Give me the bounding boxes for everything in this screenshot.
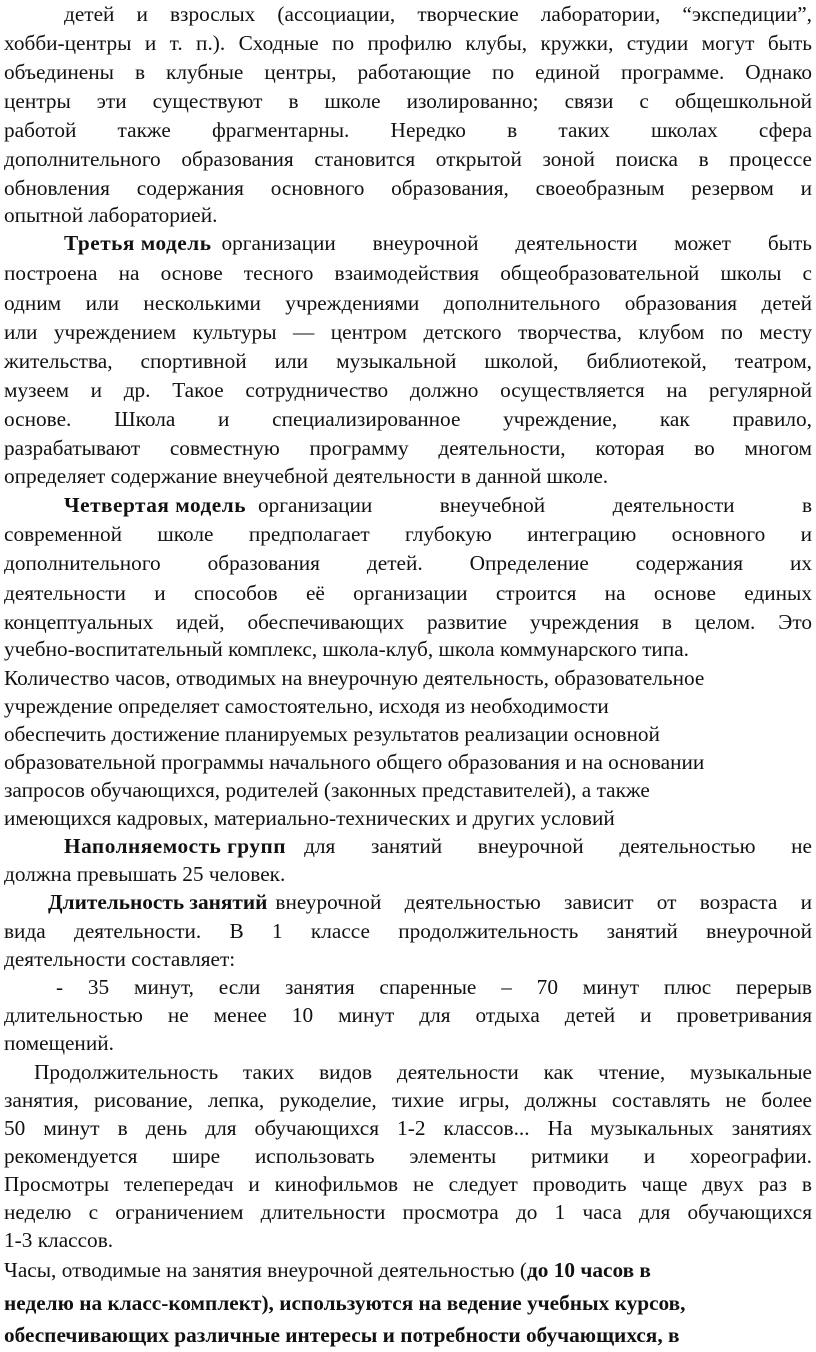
text-line: помещений. <box>4 1031 114 1055</box>
text-line: обновления содержания основного образования, своеобразным резервом и <box>4 176 812 200</box>
text-line: дополнительного образования становится открытой зоной поиска в процессе <box>4 147 812 171</box>
text-line: - 35 минут, если занятия спаренные – 70 минут плюс перерыв <box>56 975 812 999</box>
text-line: учебно-воспитательный комплекс, школа-клуб, школа коммунарского типа. <box>4 637 689 661</box>
text-line: длительностью не менее 10 минут для отдыха детей и проветривания <box>4 1003 812 1027</box>
section-heading-group-size: Наполняемость групп <box>64 834 287 858</box>
text-line: центры эти существуют в школе изолированно; связи с общешкольной <box>4 89 812 113</box>
text-line: образовательной программы начального общего образования и на основании <box>4 750 705 774</box>
text-span: внеурочной деятельностью зависит от возраста и <box>275 890 812 914</box>
text-line: 1-3 классов. <box>4 1228 114 1252</box>
text-line: одним или несколькими учреждениями дополнительного образования детей <box>4 291 812 315</box>
model-heading-fourth: Четвертая модель <box>64 493 246 517</box>
text-line: должна превышать 25 человек. <box>4 862 286 886</box>
text-line: разрабатывают совместную программу деятельности, которая во многом <box>4 436 812 460</box>
text-line: деятельности составляет: <box>4 947 236 971</box>
text-line: обеспечивающих различные интересы и потребности обучающихся, в <box>4 1323 680 1347</box>
text-line: деятельности и способов её организации строится на основе единых <box>4 581 812 605</box>
text-line: 50 минут в день для обучающихся 1-2 классов... На музыкальных занятиях <box>4 1116 812 1140</box>
text-line: запросов обучающихся, родителей (законных представителей), а также <box>4 778 650 802</box>
text-line: вида деятельности. В 1 классе продолжительность занятий внеурочной <box>4 919 812 943</box>
text-line: Количество часов, отводимых на внеурочную деятельность, образовательное <box>4 666 705 690</box>
model-heading-third: Третья модель <box>64 231 212 255</box>
text-line: объединены в клубные центры, работающие по единой программе. Однако <box>4 60 812 84</box>
text-line: обеспечить достижение планируемых результатов реализации основной <box>4 722 660 746</box>
text-line: основе. Школа и специализированное учреждение, как правило, <box>4 407 812 431</box>
text-line: работой также фрагментарны. Нередко в таких школах сфера <box>4 118 812 142</box>
text-line: учреждение определяет самостоятельно, исходя из необходимости <box>4 694 609 718</box>
paragraph-first-line <box>48 888 812 916</box>
paragraph-first-line <box>64 832 812 860</box>
text-line: построена на основе тесного взаимодействия общеобразовательной школы с <box>4 261 812 285</box>
paragraph-first-line <box>64 491 812 519</box>
text-line: рекомендуется шире использовать элементы ритмики и хореографии. <box>4 1144 812 1168</box>
text-line: хобби-центры и т. п.). Сходные по профилю клубы, кружки, студии могут быть <box>4 31 812 55</box>
text-line: концептуальных идей, обеспечивающих развитие учреждения в целом. Это <box>4 610 812 634</box>
text-line: занятия, рисование, лепка, рукоделие, тихие игры, должны составлять не более <box>4 1088 812 1112</box>
text-line: неделю с ограничением длительности просмотра до 1 часа для обучающихся <box>4 1200 812 1224</box>
text-span: организации внеурочной деятельности может быть <box>221 231 812 255</box>
text-line: определяет содержание внеучебной деятельности в данной школе. <box>4 464 609 488</box>
paragraph-first-line <box>64 229 812 257</box>
emphasis-text: до 10 часов в <box>526 1258 651 1282</box>
text-line: имеющихся кадровых, материально-технических и других условий <box>4 806 615 830</box>
text-span: Часы, отводимые на занятия внеурочной деятельностью ( <box>4 1258 527 1282</box>
text-line: неделю на класс-комплект), используются на ведение учебных курсов, <box>4 1291 686 1315</box>
text-line: опытной лабораторией. <box>4 203 218 227</box>
text-line: детей и взрослых (ассоциации, творческие лаборатории, “экспедиции”, <box>64 2 812 26</box>
text-line: жительства, спортивной или музыкальной школой, библиотекой, театром, <box>4 349 812 373</box>
section-heading-duration: Длительность занятий <box>48 890 268 914</box>
text-line: музеем и др. Такое сотрудничество должно осуществляется на регулярной <box>4 378 812 402</box>
text-span: для занятий внеурочной деятельностью не <box>304 834 812 858</box>
text-line: дополнительного образования детей. Определение содержания их <box>4 551 812 575</box>
text-span: организации внеучебной деятельности в <box>257 493 812 517</box>
text-line: Просмотры телепередач и кинофильмов не следует проводить чаще двух раз в <box>4 1172 812 1196</box>
text-line: современной школе предполагает глубокую интеграцию основного и <box>4 522 812 546</box>
text-line: Продолжительность таких видов деятельности как чтение, музыкальные <box>34 1060 812 1084</box>
text-line: или учреждением культуры — центром детского творчества, клубом по месту <box>4 320 812 344</box>
paragraph-first-line <box>4 1256 812 1284</box>
